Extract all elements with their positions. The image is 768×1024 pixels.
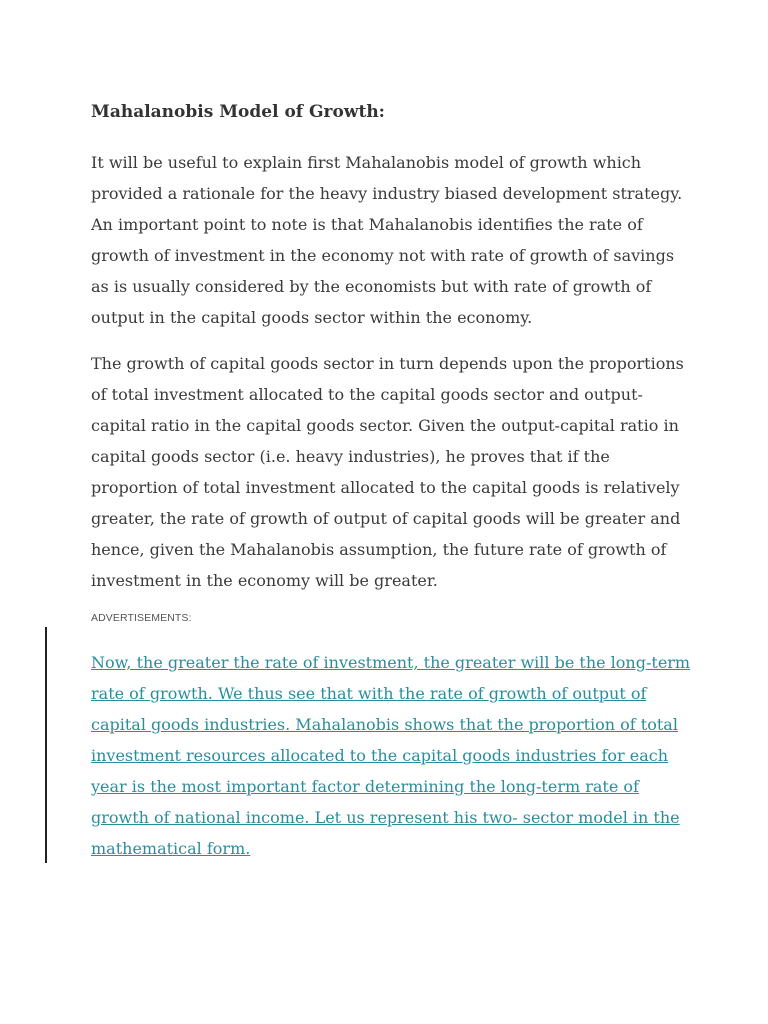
blockquote — [91, 647, 691, 864]
advertisements-label: ADVERTISEMENTS: — [91, 612, 192, 624]
article-paragraph-2: The growth of capital goods sector in turn depends upon the proportions of total investment allocated to the capital goods sector and output-capital ratio in the capital goods sector. Given the output-capital ratio in capital goods sector (i.e. heavy industries), he proves that if the proportion of total investment allocated to the capital goods is relatively greater, the rate of growth of output of capital goods will be greater and hence, given the Mahalanobis assumption, the future rate of growth of investment in the economy will be greater. — [91, 354, 684, 590]
blockquote-link[interactable]: Now, the greater the rate of investment, the greater will be the long-term rate of growth. We thus see that with the rate of growth of output of capital goods industries. Mahalanobis shows that the proportion of total investment resources allocated to the capital goods industries for each year is the most important factor determining the long-term rate of growth of national income. Let us represent his two- sector model in the mathematical form. — [91, 653, 691, 858]
blockquote-bar — [45, 627, 47, 863]
article-paragraph-1: It will be useful to explain first Mahalanobis model of growth which provided a rationale for the heavy industry biased development strategy. An important point to note is that Mahalanobis identifies the rate of growth of investment in the economy not with rate of growth of savings as is usually considered by the economists but with rate of growth of output in the capital goods sector within the economy. — [91, 153, 683, 327]
article — [91, 97, 691, 864]
article-heading: Mahalanobis Model of Growth: — [91, 102, 385, 122]
